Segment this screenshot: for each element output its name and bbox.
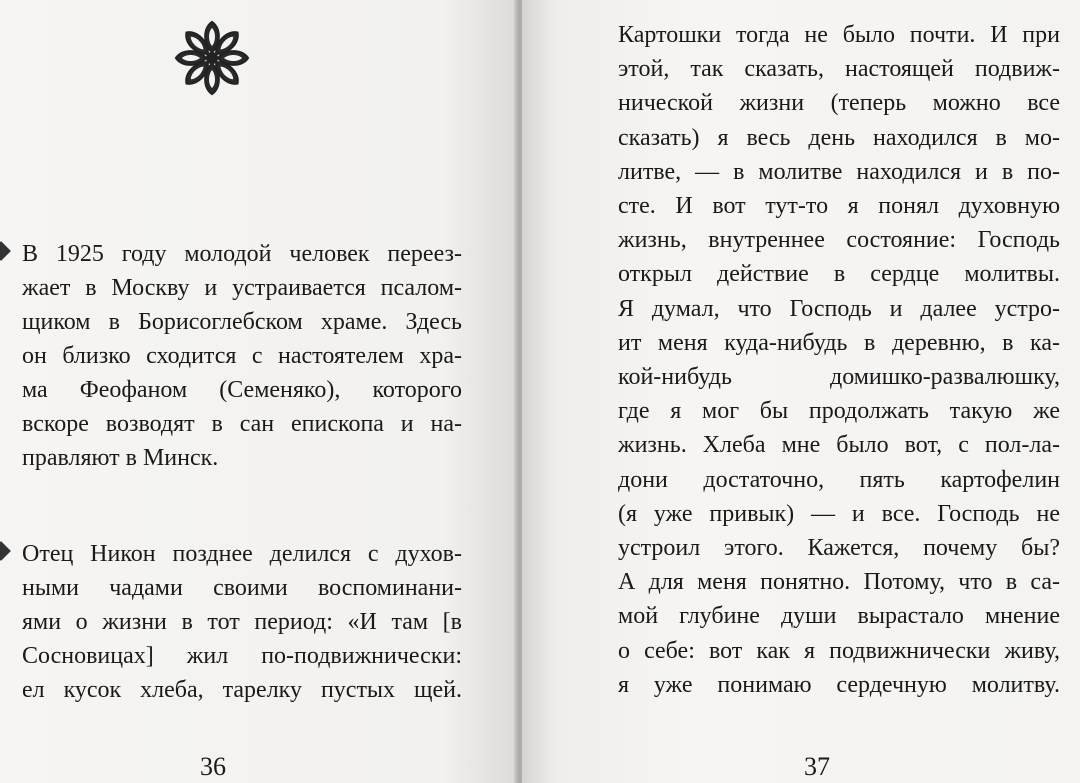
floral-rosette-ornament-icon	[172, 18, 252, 98]
text-line: щиком в Борисоглебском храме. Здесь	[22, 309, 462, 335]
text-line: ел кусок хлеба, тарелку пустых щей.	[22, 677, 462, 703]
text-line: вскоре возводят в сан епископа и на-	[22, 411, 462, 437]
text-line: открыл действие в сердце молитвы.	[618, 261, 1060, 288]
paragraph-bullet-icon	[0, 241, 11, 261]
text-line: где я мог бы продолжать такую же	[618, 398, 1060, 425]
text-line: ит меня куда-нибудь в деревню, в ка-	[618, 329, 1060, 356]
text-line: Картошки тогда не было почти. И при	[618, 22, 1060, 48]
text-line: литве, — в молитве находился и в по-	[618, 158, 1060, 185]
text-line: я уже понимаю сердечную молитву.	[618, 671, 1060, 698]
text-line: ма Феофаном (Семеняко), которого	[22, 377, 462, 403]
text-line: кой-нибудь домишко-развалюшку,	[618, 364, 1060, 391]
text-line: о себе: вот как я подвижнически живу,	[618, 637, 1060, 664]
text-line: жизнь. Хлеба мне было вот, с пол-ла-	[618, 432, 1060, 459]
text-line: (я уже привык) — и все. Господь не	[618, 500, 1060, 527]
paragraph-2	[22, 537, 462, 707]
text-line: устроил этого. Кажется, почему бы?	[618, 535, 1060, 562]
text-line: правляют в Минск.	[22, 445, 219, 471]
text-line: ными чадами своими воспоминани-	[22, 575, 462, 601]
page-number-left: 36	[200, 752, 226, 781]
text-line: Сосновицах] жил по-подвижнически:	[22, 643, 462, 669]
left-page	[0, 0, 520, 783]
paragraph-bullet-icon	[0, 541, 11, 561]
text-line: Я думал, что Господь и далее устро-	[618, 295, 1060, 322]
text-line: В 1925 году молодой человек переез-	[22, 241, 462, 267]
text-line: Отец Никон позднее делился с духов-	[22, 541, 462, 567]
text-line: мой глубине души вырастало мнение	[618, 603, 1060, 630]
paragraph-1	[22, 237, 462, 475]
text-line: сте. И вот тут-то я понял духовную	[618, 193, 1060, 220]
text-line: жает в Москву и устраивается псалом-	[22, 275, 462, 301]
right-page	[522, 0, 1080, 783]
text-line: жизнь, внутреннее состояние: Господь	[618, 227, 1060, 254]
text-line: этой, так сказать, настоящей подвиж-	[618, 56, 1060, 83]
text-line: дони достаточно, пять картофелин	[618, 466, 1060, 493]
text-line: он близко сходится с настоятелем хра-	[22, 343, 462, 369]
text-line: нической жизни (теперь можно все	[618, 90, 1060, 117]
text-line: А для меня понятно. Потому, что в са-	[618, 569, 1060, 596]
right-page-text	[618, 18, 1060, 702]
text-line: ями о жизни в тот период: «И там [в	[22, 609, 462, 635]
text-line: сказать) я весь день находился в мо-	[618, 124, 1060, 151]
page-number-right: 37	[804, 752, 830, 781]
